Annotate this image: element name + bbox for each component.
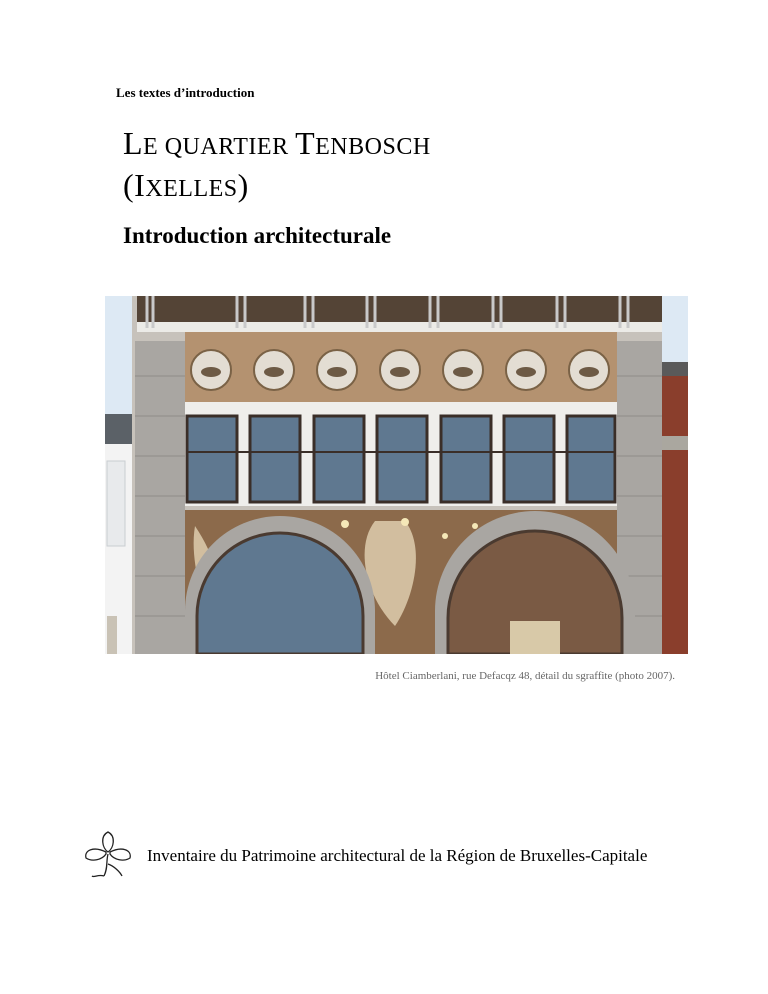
footer-text: Inventaire du Patrimoine architectural de la Région de Bruxelles-Capitale [147,846,648,865]
title-line-2 [123,166,431,208]
title-segment: T [295,125,316,161]
figure-caption: Hôtel Ciamberlani, rue Defacqz 48, détail du sgraffite (photo 2007). [375,670,675,682]
title-segment: L [123,125,144,161]
facade-illustration [105,296,688,654]
document-title [123,124,431,208]
facade-photo [105,296,688,654]
title-segment: (I [123,167,146,203]
footer [80,826,690,882]
title-line-1 [123,124,431,166]
iris-flower-icon [80,826,136,880]
document-subtitle: Introduction architecturale [123,223,392,248]
title-segment: ) [237,167,249,203]
document-kicker: Les textes d’introduction [116,85,255,100]
title-segment: E QUARTIER [143,134,296,160]
title-segment: XELLES [145,176,238,202]
title-segment: ENBOSCH [315,134,431,160]
